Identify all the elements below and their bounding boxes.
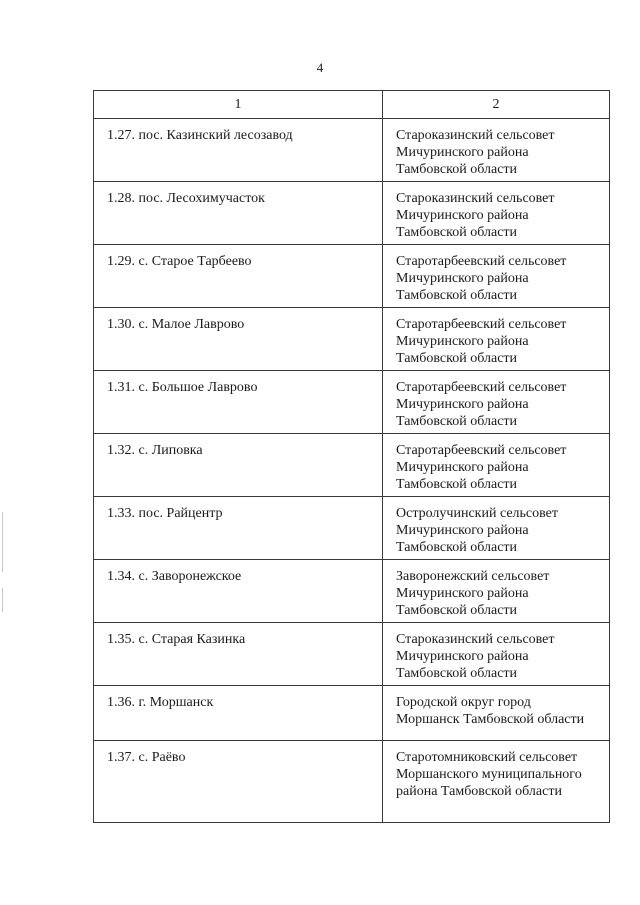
column-header-1: 1 [94, 91, 383, 119]
municipality-line: Городской округ город [396, 695, 531, 710]
municipality-line: Тамбовской области [396, 414, 518, 429]
settlement-cell: 1.32. с. Липовка [94, 434, 383, 497]
municipality-line: Остролучинский сельсовет [396, 506, 558, 521]
municipality-line: Заворонежский сельсовет [396, 569, 550, 584]
municipality-cell [383, 623, 610, 686]
municipality-cell [383, 497, 610, 560]
table-row [94, 119, 610, 182]
municipality-line: Тамбовской области [396, 540, 518, 555]
settlement-cell: 1.37. с. Раёво [94, 741, 383, 823]
settlement-cell: 1.30. с. Малое Лаврово [94, 308, 383, 371]
settlement-cell: 1.28. пос. Лесохимучасток [94, 182, 383, 245]
municipality-line: Моршанского муниципального [396, 767, 582, 782]
municipality-cell [383, 371, 610, 434]
table-row [94, 371, 610, 434]
municipality-line: района Тамбовской области [396, 784, 562, 799]
table-header-row [94, 91, 610, 119]
municipality-cell [383, 741, 610, 823]
municipality-line: Старотарбеевский сельсовет [396, 443, 567, 458]
municipality-line: Мичуринского района [396, 460, 529, 475]
table-row [94, 741, 610, 823]
settlement-cell: 1.35. с. Старая Казинка [94, 623, 383, 686]
municipality-cell [383, 434, 610, 497]
table-row [94, 623, 610, 686]
table-row [94, 686, 610, 741]
municipality-line: Староказинский сельсовет [396, 191, 555, 206]
settlement-cell: 1.33. пос. Райцентр [94, 497, 383, 560]
municipality-line: Тамбовской области [396, 351, 518, 366]
table-row [94, 308, 610, 371]
settlement-cell: 1.34. с. Заворонежское [94, 560, 383, 623]
municipality-line: Моршанск Тамбовской области [396, 712, 585, 727]
settlement-cell: 1.27. пос. Казинский лесозавод [94, 119, 383, 182]
municipality-line: Старотарбеевский сельсовет [396, 380, 567, 395]
scan-edge-mark [2, 588, 3, 612]
municipality-line: Тамбовской области [396, 225, 518, 240]
settlement-cell: 1.36. г. Моршанск [94, 686, 383, 741]
municipality-line: Староказинский сельсовет [396, 128, 555, 143]
municipality-line: Мичуринского района [396, 586, 529, 601]
municipality-cell [383, 245, 610, 308]
municipality-line: Мичуринского района [396, 334, 529, 349]
scan-edge-mark [2, 512, 3, 572]
municipality-line: Тамбовской области [396, 477, 518, 492]
table-row [94, 434, 610, 497]
municipality-line: Тамбовской области [396, 666, 518, 681]
table-row [94, 245, 610, 308]
municipality-line: Староказинский сельсовет [396, 632, 555, 647]
municipality-line: Тамбовской области [396, 162, 518, 177]
settlement-cell: 1.31. с. Большое Лаврово [94, 371, 383, 434]
municipality-cell [383, 686, 610, 741]
municipality-line: Мичуринского района [396, 523, 529, 538]
municipality-line: Тамбовской области [396, 288, 518, 303]
municipality-line: Мичуринского района [396, 271, 529, 286]
municipality-line: Мичуринского района [396, 145, 529, 160]
municipality-cell [383, 308, 610, 371]
municipality-cell [383, 560, 610, 623]
municipality-line: Старотомниковский сельсовет [396, 750, 578, 765]
settlement-cell: 1.29. с. Старое Тарбеево [94, 245, 383, 308]
municipality-line: Тамбовской области [396, 603, 518, 618]
municipality-line: Старотарбеевский сельсовет [396, 317, 567, 332]
municipality-cell [383, 119, 610, 182]
table-row [94, 560, 610, 623]
column-header-2: 2 [383, 91, 610, 119]
municipality-line: Мичуринского района [396, 397, 529, 412]
municipality-line: Мичуринского района [396, 208, 529, 223]
table-row [94, 182, 610, 245]
settlements-table [93, 90, 610, 823]
municipality-line: Мичуринского района [396, 649, 529, 664]
page-number: 4 [316, 60, 324, 75]
table-row [94, 497, 610, 560]
municipality-line: Старотарбеевский сельсовет [396, 254, 567, 269]
municipality-cell [383, 182, 610, 245]
